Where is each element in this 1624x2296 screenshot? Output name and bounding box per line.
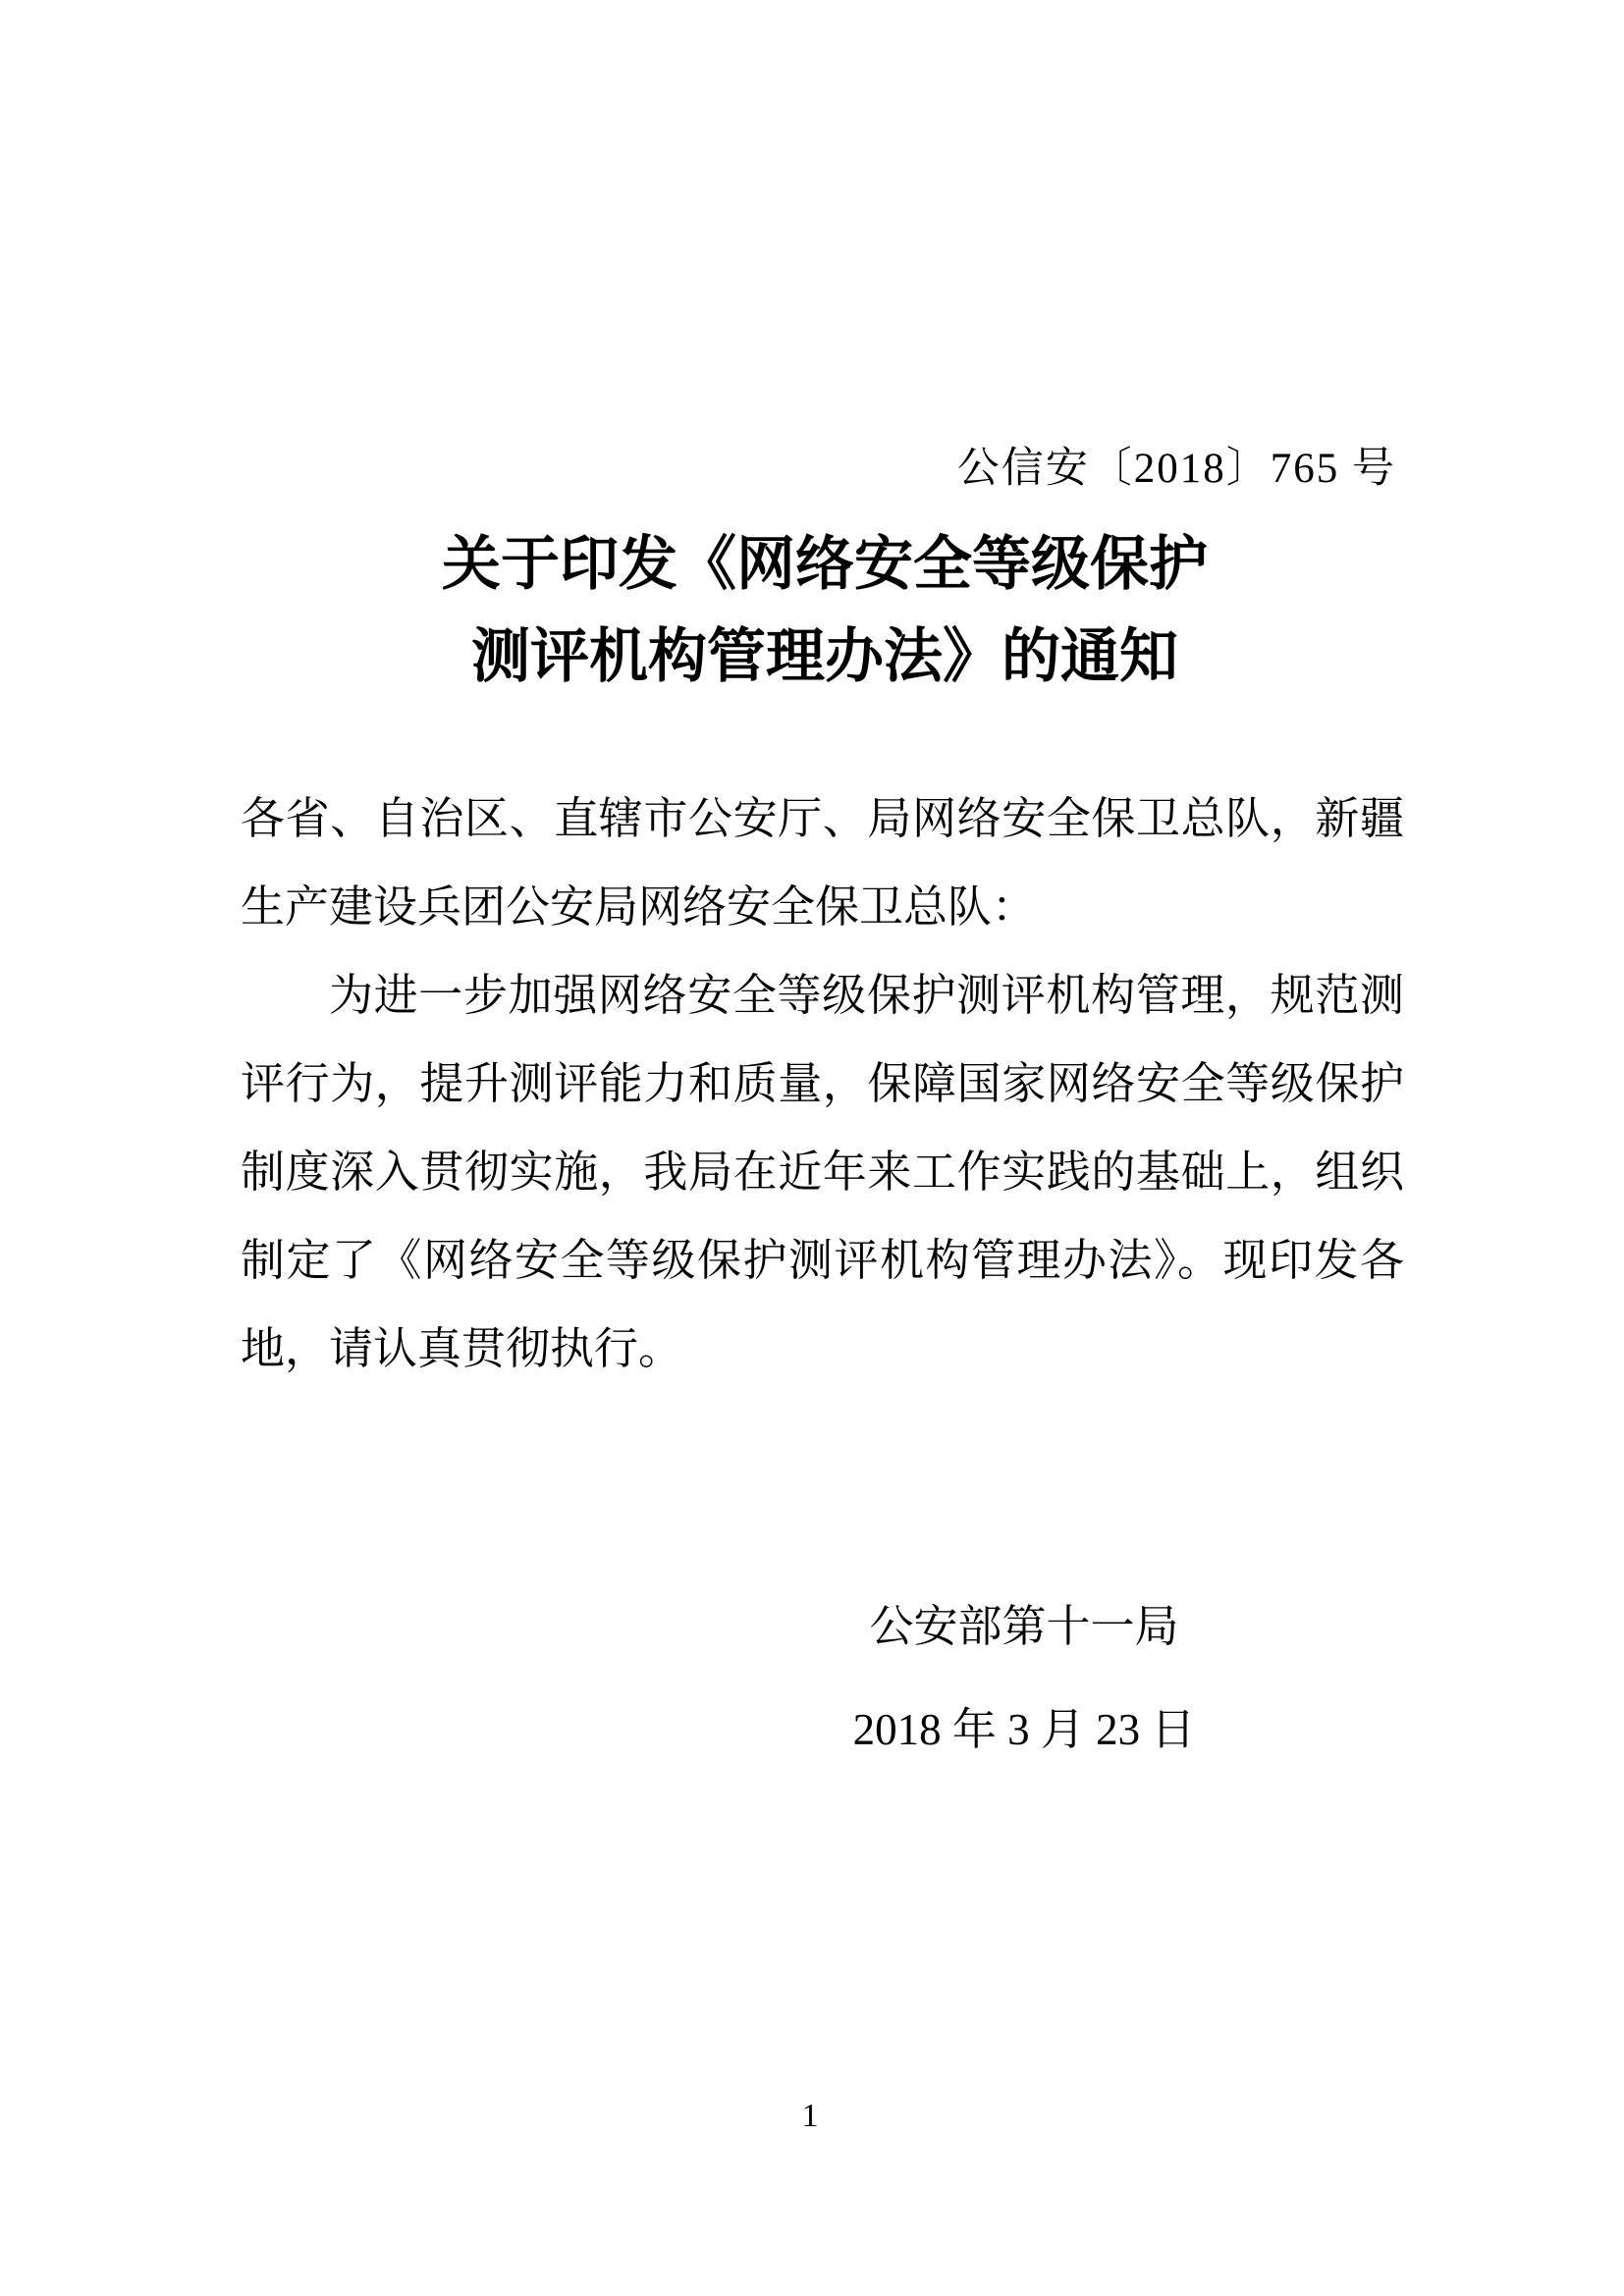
signature-date: 2018 年 3 月 23 日 [852, 1705, 1196, 1754]
addressee-line: 各省、自治区、直辖市公安厅、局网络安全保卫总队，新疆 [241, 794, 1404, 843]
addressee-line: 生产建设兵团公安局网络安全保卫总队： [241, 882, 1037, 932]
signature-block [853, 1575, 1196, 1782]
page-number: 1 [801, 2098, 819, 2134]
body-line: 评行为，提升测评能力和质量，保障国家网络安全等级保护 [241, 1059, 1404, 1108]
main-paragraph [241, 951, 1404, 1393]
document-body [241, 774, 1404, 1393]
addressee-paragraph [241, 774, 1404, 951]
body-line: 制定了《网络安全等级保护测评机构管理办法》。现印发各 [241, 1236, 1404, 1285]
body-line: 地，请认真贯彻执行。 [241, 1324, 683, 1373]
signature-organization: 公安部第十一局 [869, 1602, 1179, 1651]
title-line-2: 测评机构管理办法》的通知 [471, 623, 1178, 689]
document-title [13, 518, 1624, 703]
document-number: 公信安〔2018〕765 号 [956, 446, 1396, 492]
body-line: 制度深入贯彻实施，我局在近年来工作实践的基础上，组织 [241, 1148, 1404, 1197]
title-line-1: 关于印发《网络安全等级保护 [442, 531, 1208, 597]
body-line: 为进一步加强网络安全等级保护测评机构管理，规范测 [329, 971, 1404, 1020]
